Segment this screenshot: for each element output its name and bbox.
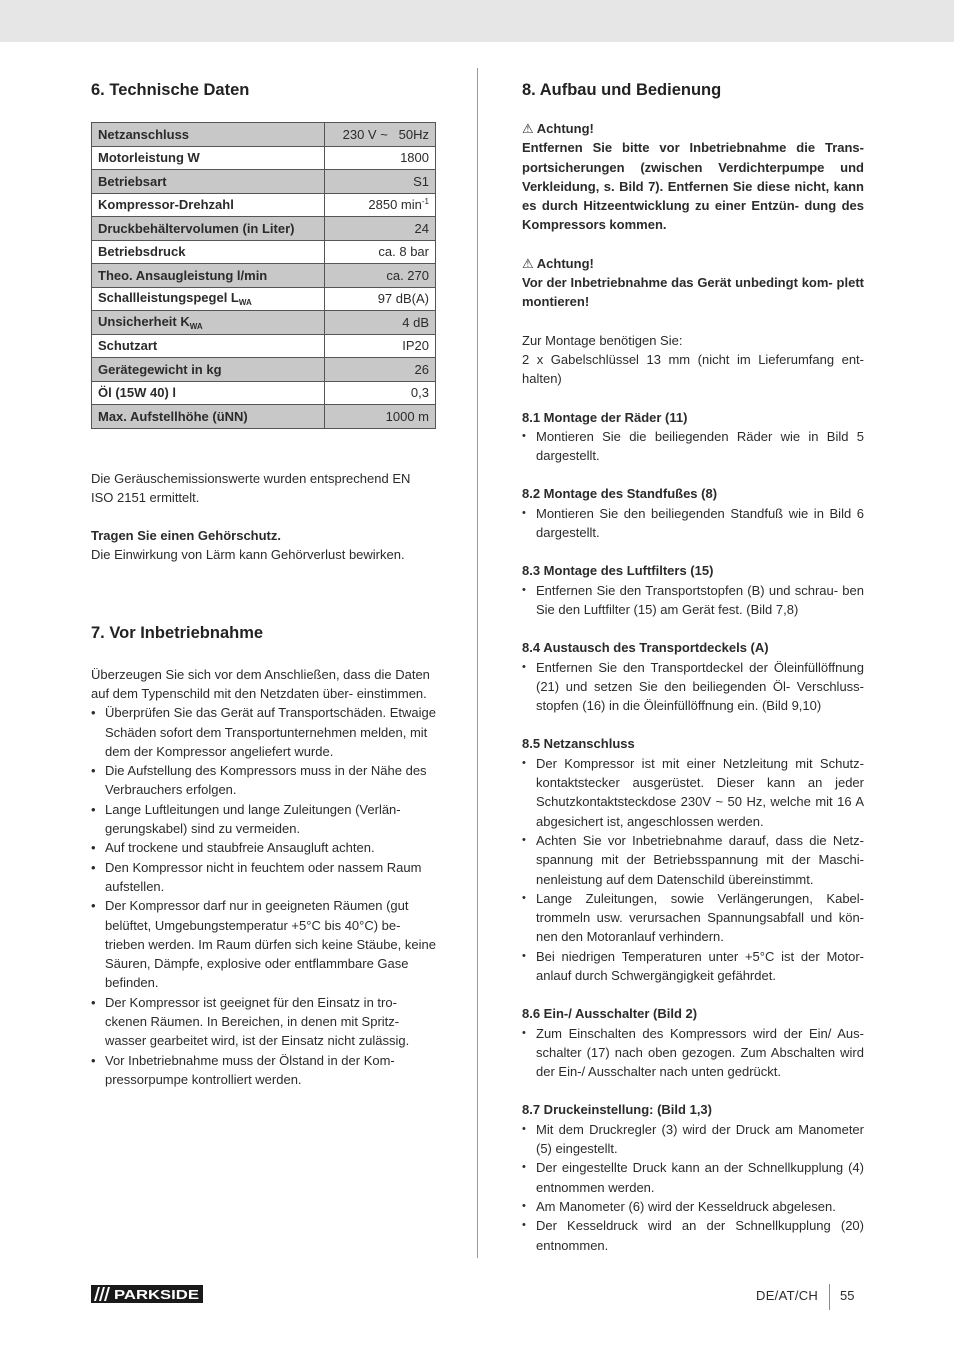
section7-title: 7. Vor Inbetriebnahme [91, 623, 264, 642]
list-item: • Die Aufstellung des Kompressors muss in der Nähe des Verbrauchers erfolgen. [91, 761, 437, 800]
noise-note: Die Geräuschemissionswerte wurden entsprechend EN ISO 2151 ermittelt. [91, 470, 411, 505]
list-item: • Lange Luftleitungen und lange Zuleitungen (Verlän- gerungskabel) sind zu vermeiden. [91, 800, 437, 839]
spec-row [92, 381, 436, 405]
list-item: • Der Kesseldruck wird an der Schnellkupplung (20) entnommen. [522, 1216, 864, 1255]
spec-value: 1000 m [325, 405, 436, 429]
warning1-title: Achtung! [536, 121, 594, 136]
warning1-text: Entfernen Sie bitte vor Inbetriebnahme die Trans- portsicherungen (zwischen Verdichterpumpe und Verkleidung, s. Bild 7). Entfernen Sie diese nicht, kann es durch Hitzeentwicklung zu einer Entzün- dung des Kompressors kommen. [522, 140, 864, 233]
list-item: • Mit dem Druckregler (3) wird der Druck am Manometer (5) eingestellt. [522, 1120, 864, 1159]
top-gray-band [0, 0, 954, 42]
list-item: • Montieren Sie den beiliegenden Standfuß wie in Bild 6 dargestellt. [522, 504, 864, 543]
spec-row [92, 170, 436, 194]
hearing-protection-title: Tragen Sie einen Gehörschutz. [91, 528, 281, 544]
spec-label: Netzanschluss [92, 123, 325, 147]
spec-label: Max. Aufstellhöhe (üNN) [92, 405, 325, 429]
list-item: • Der eingestellte Druck kann an der Schnellkupplung (4) entnommen werden. [522, 1158, 864, 1197]
sub82-list [522, 504, 864, 543]
footer-region: DE/AT/CH [756, 1288, 819, 1303]
sub83-list [522, 581, 864, 620]
spec-label-subscript: WA [189, 321, 203, 331]
subsection-title: 8.7 Druckeinstellung: (Bild 1,3) [522, 1102, 712, 1118]
list-item: • Zum Einschalten des Kompressors wird der Ein/ Aus- schalter (17) nach oben gezogen. Zum Abschalten wird der Ein-/ Ausschalter nach unten gedrückt. [522, 1024, 864, 1082]
technical-data-table [91, 122, 436, 429]
spec-label: Druckbehältervolumen (in Liter) [92, 217, 325, 241]
mount-intro: Zur Montage benötigen Sie: [522, 332, 683, 348]
spec-value-cell [325, 193, 436, 217]
spec-label: Theo. Ansaugleistung l/min [92, 264, 325, 288]
warning2-title: Achtung! [536, 255, 594, 271]
sub81-list [522, 427, 864, 466]
spec-value: 97 dB(A) [325, 287, 436, 311]
list-item: • Montieren Sie die beiliegenden Räder wie in Bild 5 dargestellt. [522, 427, 864, 466]
list-item: • Entfernen Sie den Transportdeckel der Öleinfüllöffnung (21) und setzen Sie den beiliegenden Öl- Verschluss- stopfen (16) in die Öleinfüllöffnung ein. (Bild 9,10) [522, 658, 864, 716]
parkside-logo [91, 1285, 203, 1303]
spec-value: 4 dB [325, 311, 436, 335]
spec-row [92, 123, 436, 147]
section6-title: 6. Technische Daten [91, 81, 250, 99]
spec-label: Betriebsdruck [92, 240, 325, 264]
spec-row [92, 217, 436, 241]
spec-label-subscript: WA [238, 298, 252, 308]
spec-value: ca. 270 [325, 264, 436, 288]
right-column [522, 78, 864, 1255]
list-item: • Der Kompressor ist geeignet für den Einsatz in tro- ckenen Räumen. In Bereichen, in denen mit Spritz- wasser gearbeitet wird, ist der Einsatz nicht zulässig. [91, 993, 437, 1051]
list-item: • Bei niedrigen Temperaturen unter +5°C ist der Motor- anlauf durch Schwergängigkeit gefährdet. [522, 947, 864, 986]
list-item: • Achten Sie vor Inbetriebnahme darauf, dass die Netz- spannung mit der Betriebsspannung mit der Maschi- nenleistung auf dem Datenschild übereinstimmt. [522, 831, 864, 889]
warning1-heading [522, 119, 864, 138]
spec-value: 1800 [325, 146, 436, 170]
logo-text: PARKSIDE [114, 1287, 200, 1302]
warning2-text: Vor der Inbetriebnahme das Gerät unbedingt kom- plett montieren! [522, 275, 864, 310]
subsection-title: 8.4 Austausch des Transportdeckels (A) [522, 640, 769, 656]
sub86-list [522, 1024, 864, 1082]
section7-intro: Überzeugen Sie sich vor dem Anschließen, dass die Daten auf dem Typenschild mit den Netzdaten über- einstimmen. [91, 666, 430, 701]
spec-label: Unsicherheit K [98, 313, 190, 329]
spec-label-cell [92, 311, 325, 335]
spec-row [92, 193, 436, 217]
hearing-protection-text: Die Einwirkung von Lärm kann Gehörverlust bewirken. [91, 547, 405, 563]
spec-label: Kompressor-Drehzahl [92, 193, 325, 217]
spec-row [92, 358, 436, 382]
spec-label: Gerätegewicht in kg [92, 358, 325, 382]
list-item: • Der Kompressor ist mit einer Netzleitung mit Schutz- kontaktstecker ausgerüstet. Dieser kann an jeder Schutzkontaktsteckdose 230V ~ 50 Hz, welche mit 16 A abgesichert ist, angeschlossen werden. [522, 754, 864, 831]
spec-value: 0,3 [325, 381, 436, 405]
subsection-title: 8.1 Montage der Räder (11) [522, 409, 688, 425]
spec-value: 24 [325, 217, 436, 241]
subsection-title: 8.2 Montage des Standfußes (8) [522, 486, 718, 502]
list-item: • Überprüfen Sie das Gerät auf Transportschäden. Etwaige Schäden sofort dem Transportunternehmen melden, mit dem der Kompressor angeliefert wurde. [91, 703, 437, 761]
list-item: • Entfernen Sie den Transportstopfen (B) und schrau- ben Sie den Luftfilter (15) am Gerät fest. (Bild 7,8) [522, 581, 864, 620]
warning-triangle-icon: ⚠ [522, 255, 534, 271]
left-column [91, 78, 437, 1089]
spec-row [92, 334, 436, 358]
spec-row [92, 287, 436, 311]
list-item: • Am Manometer (6) wird der Kesseldruck abgelesen. [522, 1197, 864, 1216]
list-item: • Der Kompressor darf nur in geeigneten Räumen (gut belüftet, Umgebungstemperatur +5°C bis 40°C) be- trieben werden. Im Raum dürfen sich keine Stäube, keine Säuren, Dämpfe, explosive oder entflammbare Gase befinden. [91, 896, 437, 992]
spec-label: Schutzart [92, 334, 325, 358]
spec-value-superscript: -1 [421, 197, 429, 207]
sub85-list [522, 754, 864, 986]
mount-tools: 2 x Gabelschlüssel 13 mm (nicht im Lieferumfang ent- halten) [522, 351, 864, 387]
list-item: • Auf trockene und staubfreie Ansaugluft achten. [91, 838, 437, 857]
spec-row [92, 264, 436, 288]
sub87-list [522, 1120, 864, 1255]
spec-label: Schallleistungspegel L [98, 290, 239, 306]
subsection-title: 8.6 Ein-/ Ausschalter (Bild 2) [522, 1006, 698, 1022]
warning-triangle-icon: ⚠ [522, 121, 534, 136]
spec-row [92, 240, 436, 264]
spec-label: Betriebsart [92, 170, 325, 194]
list-item: • Lange Zuleitungen, sowie Verlängerungen, Kabel- trommeln usw. verursachen Spannungsabfall und kön- nen den Motoranlauf verhindern. [522, 889, 864, 947]
spec-value: 2850 min [368, 197, 422, 213]
warning2-heading [522, 254, 864, 273]
spec-row [92, 405, 436, 429]
spec-value: ca. 8 bar [325, 240, 436, 264]
section8-title: 8. Aufbau und Bedienung [522, 81, 722, 99]
list-item: • Den Kompressor nicht in feuchtem oder nassem Raum aufstellen. [91, 858, 437, 897]
spec-value: 26 [325, 358, 436, 382]
page-number: 55 [840, 1288, 855, 1303]
spec-row [92, 146, 436, 170]
spec-row [92, 311, 436, 335]
spec-label-cell [92, 287, 325, 311]
spec-value: IP20 [325, 334, 436, 358]
spec-value: S1 [325, 170, 436, 194]
subsection-title: 8.5 Netzanschluss [522, 736, 635, 752]
footer-separator [829, 1284, 830, 1310]
spec-label: Öl (15W 40) l [92, 381, 325, 405]
column-divider [477, 68, 478, 1258]
spec-label: Motorleistung W [92, 146, 325, 170]
list-item: • Vor Inbetriebnahme muss der Ölstand in der Kom- pressorpumpe kontrolliert werden. [91, 1051, 437, 1090]
sub84-list [522, 658, 864, 716]
spec-value: 230 V ~ 50Hz [325, 123, 436, 147]
section7-list [91, 703, 437, 1089]
subsection-title: 8.3 Montage des Luftfilters (15) [522, 563, 714, 579]
